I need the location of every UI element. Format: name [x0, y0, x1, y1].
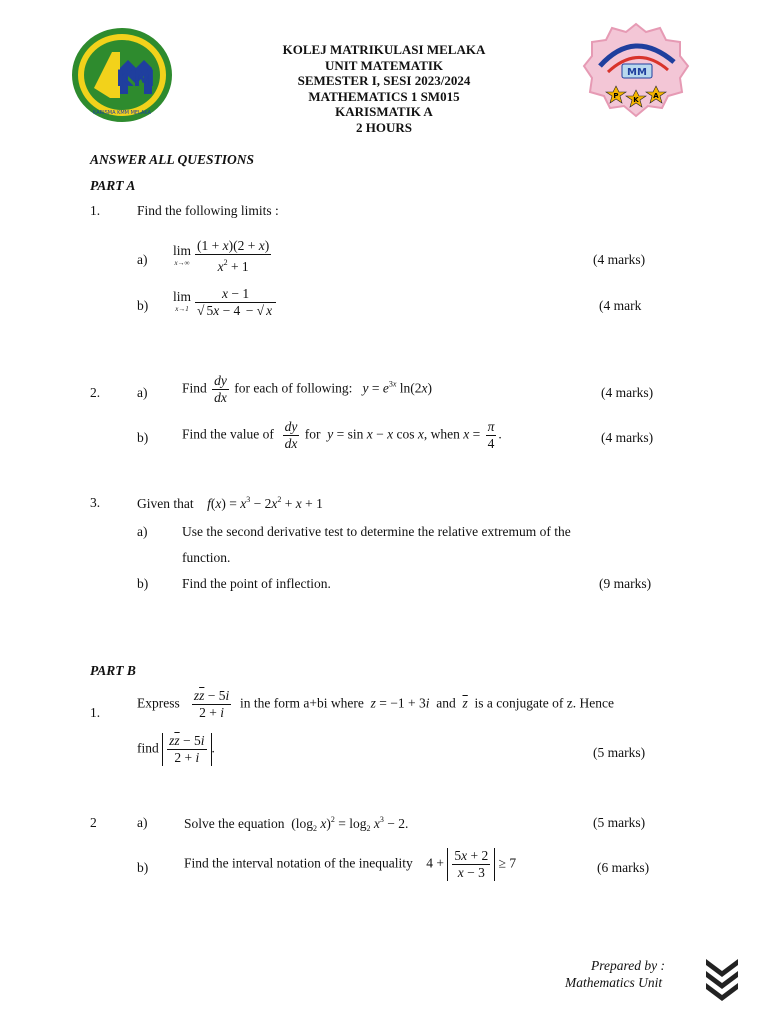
q3a-label: a)	[137, 524, 148, 539]
q3b-text: Find the point of inflection.	[182, 576, 331, 591]
pb-q1-text2: is a conjugate of z. Hence	[474, 695, 614, 711]
header-duration: 2 HOURS	[356, 119, 412, 135]
scroll-down-chevrons-icon[interactable]	[704, 957, 740, 1003]
q2a-content: Find $\frac{dy}{dx}$ for each of following: $y = e^{3x}$ ln(2x)	[182, 373, 433, 405]
left-logo-ring-text: KARISMA KMM MELAKA	[93, 110, 151, 116]
q2a-text: for each of following:	[234, 380, 353, 396]
q1-number: 1.	[90, 203, 101, 218]
q2a-label: a)	[137, 385, 148, 400]
pb-q2b-marks: (6 marks)	[597, 860, 650, 875]
q2b-when: , when	[423, 426, 460, 442]
pb-q2-number: 2	[90, 815, 97, 830]
pb-q1-find-line: find $\frac{z\overline{z} - 5i}{2 + i}$ .	[137, 733, 215, 765]
pb-q1-marks: (5 marks)	[593, 745, 646, 760]
q3a-line1: Use the second derivative test to determine the relative extremum of the	[182, 524, 571, 539]
header-college: KOLEJ MATRIKULASI MELAKA	[282, 42, 486, 57]
q3b-label: b)	[137, 576, 149, 591]
q2b-content: Find the value of $\frac{dy}{dx}$ for y = sin x − x cos x, when x = $\frac{\pi}{4}$ .	[182, 419, 502, 451]
header-semester: SEMESTER I, SESI 2023/2024	[297, 73, 471, 88]
pb-q2b-label: b)	[137, 860, 149, 875]
pb-q2b-content: Find the interval notation of the inequality 4 + $\frac{5x + 2}{x - 3}$ ≥ 7	[184, 848, 517, 880]
part-a-title: PART A	[90, 178, 136, 193]
star-letter-p: P	[613, 92, 619, 100]
pb-q1-content: Express $\frac{z\overline{z} - 5i}{2 + i}$ in the form a+bi where z = −1 + 3i and $\overline{z}$ is a conjugate of z. Hence	[137, 688, 614, 720]
q1b-label: b)	[137, 298, 149, 313]
pb-q1-number: 1.	[90, 705, 101, 720]
pb-q2a-text: Solve the equation	[184, 816, 285, 831]
star-letter-a: A	[653, 92, 659, 100]
pb-q1-find: find	[137, 740, 159, 756]
pb-q1-text1: in the form a+bi where	[240, 695, 364, 711]
instructions: ANSWER ALL QUESTIONS	[90, 152, 255, 167]
header-group: KARISMATIK A	[335, 104, 433, 119]
q2b-marks: (4 marks)	[601, 430, 654, 445]
header-unit: UNIT MATEMATIK	[324, 57, 444, 73]
pb-q2b-text: Find the interval notation of the inequality	[184, 855, 413, 871]
footer-unit: Mathematics Unit	[565, 975, 663, 990]
q1b-expression: lim x→1 $\frac{x - 1}{√ 5x - 4 - √ x}$	[173, 286, 278, 319]
exam-header	[0, 42, 768, 135]
q1a-marks: (4 marks)	[593, 252, 646, 267]
footer-prepared-by: Prepared by :	[591, 958, 665, 973]
q2b-text: Find the value of	[182, 426, 274, 442]
pb-q2a-label: a)	[137, 815, 148, 830]
pb-q2a-content: Solve the equation ($\log_2$ $x)^2 = \log_2 x^3 - 2$.	[184, 815, 409, 833]
q1-text: Find the following limits :	[137, 203, 279, 218]
part-b-title: PART B	[90, 663, 136, 678]
q1b-marks: (4 mark	[599, 298, 642, 313]
q3a-line2: function.	[182, 550, 231, 565]
q2-number: 2.	[90, 385, 101, 400]
q1a-expression: lim x→∞ $\frac{(1 + x)(2 + x)}{x^2 + 1}$	[173, 238, 270, 274]
left-logo-letters: KM	[116, 67, 155, 92]
header-course: MATHEMATICS 1 SM015	[308, 88, 460, 104]
right-logo-letters: MM	[627, 67, 647, 78]
q3-text: Given that $f(x) = x^3 - 2x^2 + x + 1$	[137, 495, 323, 511]
q2a-marks: (4 marks)	[601, 385, 654, 400]
pb-q1-and: and	[436, 695, 456, 711]
q3-marks: (9 marks)	[599, 576, 652, 591]
q3-number: 3.	[90, 495, 101, 510]
pb-q1-express: Express	[137, 695, 180, 711]
q2b-label: b)	[137, 430, 149, 445]
q1a-label: a)	[137, 252, 148, 267]
q2b-for: for	[304, 426, 321, 442]
pb-q2a-marks: (5 marks)	[593, 815, 646, 830]
star-letter-k: K	[633, 96, 639, 104]
q2a-find: Find	[182, 380, 207, 396]
